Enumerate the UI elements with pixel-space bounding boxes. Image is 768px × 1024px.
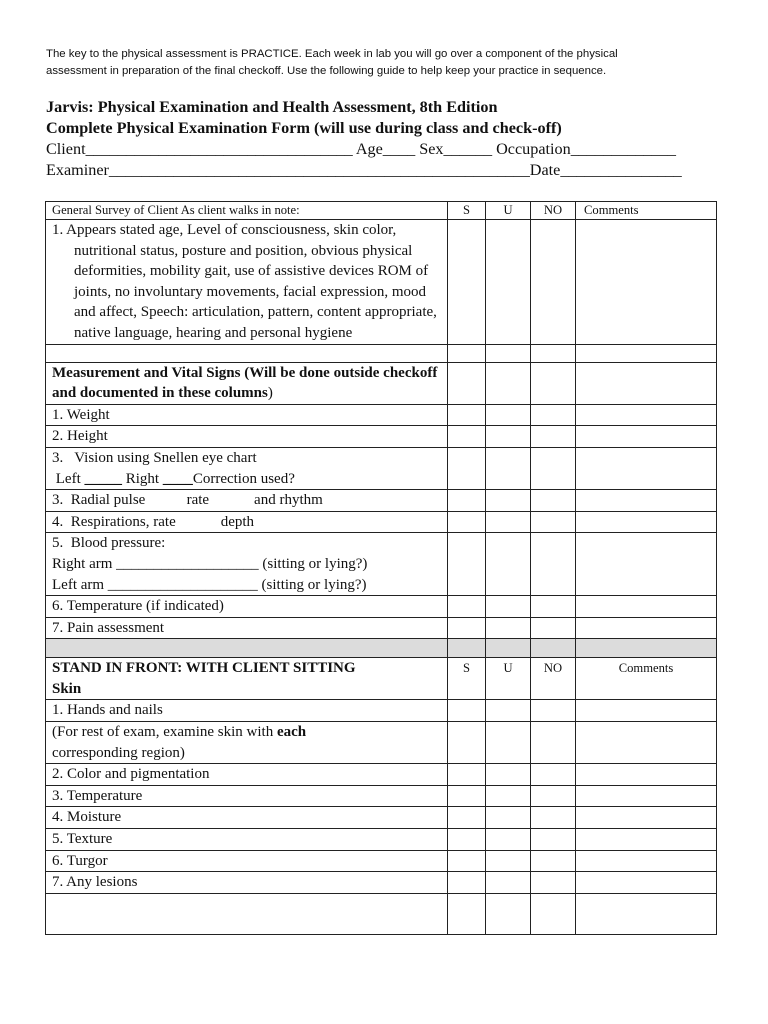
vitals-pulse: 3. Radial pulse rate and rhythm: [46, 490, 448, 512]
table-row: [46, 404, 717, 426]
vitals-pain: 7. Pain assessment: [46, 617, 448, 639]
table-row: [46, 533, 717, 596]
s-cell[interactable]: [448, 220, 486, 345]
form-heading: [46, 97, 736, 181]
table-row: [46, 722, 717, 764]
skin-color: 2. Color and pigmentation: [46, 764, 448, 786]
table-row: [46, 344, 717, 362]
table-row: [46, 617, 717, 639]
col-no-header: NO: [531, 202, 576, 220]
stand-in-front-header: STAND IN FRONT: WITH CLIENT SITTING Skin: [46, 658, 448, 700]
general-survey-header-row: [46, 202, 717, 220]
vitals-height: 2. Height: [46, 426, 448, 448]
col-no-header: NO: [531, 658, 576, 700]
general-survey-header: General Survey of Client As client walks in note:: [46, 202, 448, 220]
physical-exam-table: [45, 201, 717, 935]
vitals-header: Measurement and Vital Signs (Will be done outside checkoff and documented in these columns): [46, 362, 448, 404]
table-row: [46, 872, 717, 894]
client-info-line[interactable]: Client_________________________________ Age____ Sex______ Occupation_____________: [46, 140, 676, 158]
vitals-respirations: 4. Respirations, rate depth: [46, 511, 448, 533]
table-row: [46, 893, 717, 934]
skin-hands-nails: 1. Hands and nails: [46, 700, 448, 722]
col-comments-header: Comments: [576, 202, 717, 220]
section-divider-row: [46, 639, 717, 658]
skin-section-label: Skin: [52, 680, 82, 697]
table-row: [46, 426, 717, 448]
general-survey-item: 1. Appears stated age, Level of consciousness, skin color, nutritional status, posture and position, obvious physical deformities, mobility gait, use of assistive devices ROM of joints, no involuntary movements, facial expression, mood and affect, Speech: articulation, pattern, content appropriate, native language, hearing and personal hygiene: [46, 220, 448, 345]
table-row: [46, 764, 717, 786]
intro-line-2: assessment in preparation of the final checkoff. Use the following guide to help keep your practice in sequence.: [46, 65, 607, 77]
vitals-blood-pressure: 5. Blood pressure: Right arm ___________________ (sitting or lying?) Left arm ____________________ (sitting or lying?): [46, 533, 448, 596]
table-row: [46, 596, 717, 618]
vitals-vision: 3. Vision using Snellen eye chart Left _____ Right ____Correction used?: [46, 447, 448, 489]
vitals-weight: 1. Weight: [46, 404, 448, 426]
skin-turgor: 6. Turgor: [46, 850, 448, 872]
form-title: Complete Physical Examination Form (will use during class and check-off): [46, 119, 562, 137]
table-row: [46, 700, 717, 722]
vitals-temperature: 6. Temperature (if indicated): [46, 596, 448, 618]
col-u-header: U: [486, 202, 531, 220]
examiner-info-line[interactable]: Examiner____________________________________________________Date_______________: [46, 161, 682, 179]
table-row: [46, 807, 717, 829]
table-row: [46, 447, 717, 489]
intro-paragraph: [46, 46, 736, 80]
u-cell[interactable]: [486, 220, 531, 345]
table-row: [46, 511, 717, 533]
col-s-header: S: [448, 202, 486, 220]
intro-line-1: The key to the physical assessment is PRACTICE. Each week in lab you will go over a component of the physical: [46, 48, 618, 60]
skin-temperature: 3. Temperature: [46, 785, 448, 807]
col-s-header: S: [448, 658, 486, 700]
table-row: [46, 490, 717, 512]
skin-texture: 5. Texture: [46, 829, 448, 851]
comments-cell[interactable]: [576, 220, 717, 345]
no-cell[interactable]: [531, 220, 576, 345]
vitals-header-row: [46, 362, 717, 404]
stand-in-front-header-row: [46, 658, 717, 700]
skin-exam-note: (For rest of exam, examine skin with each corresponding region): [46, 722, 448, 764]
book-title: Jarvis: Physical Examination and Health Assessment, 8th Edition: [46, 98, 498, 116]
table-row: [46, 785, 717, 807]
table-row: [46, 829, 717, 851]
col-comments-header: Comments: [576, 658, 717, 700]
table-row: [46, 850, 717, 872]
skin-moisture: 4. Moisture: [46, 807, 448, 829]
skin-lesions: 7. Any lesions: [46, 872, 448, 894]
col-u-header: U: [486, 658, 531, 700]
table-row: [46, 220, 717, 345]
